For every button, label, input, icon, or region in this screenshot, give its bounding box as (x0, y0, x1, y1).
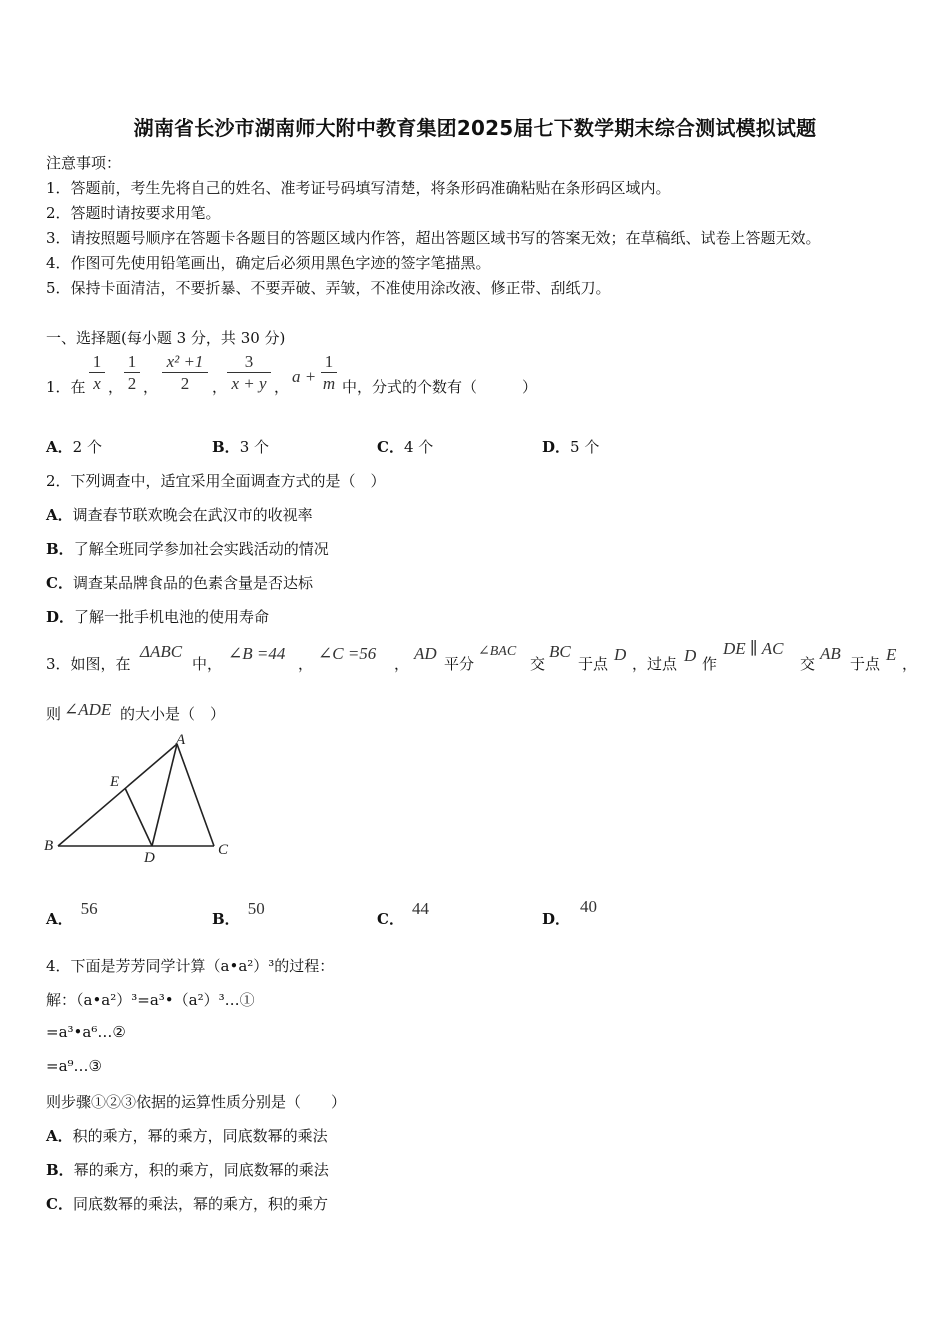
q3-text: 交 (530, 655, 546, 673)
q3-text: 于点 (578, 655, 609, 673)
q3-text: 交 (800, 655, 816, 673)
q1-number: 1．在 (46, 378, 86, 396)
q3-text: 的大小是（ ） (120, 705, 226, 723)
q3-point-d: D (684, 646, 697, 665)
q1-fraction-4: 3 x + y (226, 352, 272, 395)
q1-option-d[interactable]: D．5 个 (542, 438, 600, 456)
q4-solution-step-3: =a⁹…③ (46, 1057, 102, 1075)
side-ba (58, 744, 177, 846)
notice-heading: 注意事项： (46, 154, 122, 172)
q3-number: 3．如图，在 (46, 655, 131, 673)
q4-solution-step-2: =a³•a⁶…② (46, 1023, 126, 1041)
q1-sep: ， (108, 378, 124, 396)
q3-text: 作 (702, 655, 718, 673)
q1-stem-tail: 中，分式的个数有（ ） (342, 378, 538, 396)
notice-item: 2．答题时请按要求用笔。 (46, 204, 221, 222)
notice-item: 4．作图可先使用铅笔画出，确定后必须用黑色字迹的签字笔描黑。 (46, 254, 491, 272)
q3-option-c[interactable]: C．44 (377, 899, 429, 928)
q3-triangle-figure (40, 728, 240, 868)
q2-option-d[interactable]: D．了解一批手机电池的使用寿命 (46, 608, 270, 626)
q1-sep: ， (212, 378, 228, 396)
q4-question: 则步骤①②③依据的运算性质分别是（ ） (46, 1093, 347, 1111)
q1-option-b[interactable]: B．3 个 (212, 438, 269, 456)
q3-segment-ad: AD (414, 644, 437, 663)
label-d: D (144, 850, 155, 866)
label-b: B (44, 838, 54, 854)
q1-option-c[interactable]: C．4 个 (377, 438, 434, 456)
q4-solution-step-1: 解：（a•a²）³=a³•（a²）³…① (46, 991, 255, 1009)
q3-text: ， (394, 655, 410, 673)
segment-ad (152, 744, 177, 846)
label-c: C (218, 842, 229, 858)
q1-fraction-3: x² +1 2 (160, 352, 210, 395)
notice-item: 3．请按照题号顺序在答题卡各题目的答题区域内作答，超出答题区域书写的答案无效；在草稿纸、试卷上答题无效。 (46, 229, 821, 247)
q4-option-b[interactable]: B．幂的乘方，积的乘方，同底数幂的乘法 (46, 1161, 329, 1179)
q3-option-d[interactable]: D．40 (542, 897, 598, 928)
q1-expression-prefix: a + (292, 367, 317, 386)
q3-point-d: D (614, 645, 627, 664)
q2-option-a[interactable]: A．调查春节联欢晚会在武汉市的收视率 (46, 506, 313, 524)
q3-angle-c: ∠C =56 (318, 644, 377, 663)
q2-option-c[interactable]: C．调查某品牌食品的色素含量是否达标 (46, 574, 313, 592)
segment-de (125, 788, 152, 846)
section-heading: 一、选择题(每小题 3 分，共 30 分) (46, 329, 286, 347)
q2-stem: 2．下列调查中，适宜采用全面调查方式的是（ ） (46, 472, 386, 490)
q4-option-c[interactable]: C．同底数幂的乘法，幂的乘方，积的乘方 (46, 1195, 328, 1213)
q3-text: ， (298, 655, 314, 673)
label-a: A (176, 732, 186, 748)
q3-option-b[interactable]: B．50 (212, 899, 265, 928)
label-e: E (110, 774, 120, 790)
q1-sep: ， (143, 378, 159, 396)
q4-stem: 4．下面是芳芳同学计算（a•a²）³的过程： (46, 957, 335, 975)
q1-fraction-5: 1 m (322, 352, 336, 393)
q3-angle-ade: ∠ADE (64, 700, 112, 719)
side-ac (177, 744, 214, 846)
q3-segment-bc: BC (549, 642, 571, 661)
q1-fraction-2: 1 2 (121, 352, 143, 395)
q3-point-e: E (886, 645, 897, 664)
notice-item: 1．答题前，考生先将自己的姓名、准考证号码填写清楚，将条形码准确粘贴在条形码区域内。 (46, 179, 671, 197)
q3-segment-ab: AB (820, 644, 841, 663)
q3-text: ， (902, 655, 918, 673)
q1-fraction-1: 1 x (86, 352, 108, 395)
q1-option-a[interactable]: A．2 个 (46, 438, 102, 456)
q4-option-a[interactable]: A．积的乘方，幂的乘方，同底数幂的乘法 (46, 1127, 328, 1145)
notice-item: 5．保持卡面清洁，不要折暴、不要弄破、弄皱，不准使用涂改液、修正带、刮纸刀。 (46, 279, 611, 297)
q1-sep: ， (274, 378, 290, 396)
q3-text: 则 (46, 705, 62, 723)
q3-triangle: ΔABC (140, 642, 183, 661)
q3-text: 于点 (850, 655, 881, 673)
page-title: 湖南省长沙市湖南师大附中教育集团2025届七下数学期末综合测试模拟试题 (133, 116, 817, 140)
q2-option-b[interactable]: B．了解全班同学参加社会实践活动的情况 (46, 540, 329, 558)
q3-parallel: DE ∥ AC (723, 639, 784, 658)
q3-text: 平分 (444, 655, 475, 673)
q3-option-a[interactable]: A．56 (46, 899, 98, 928)
q3-text: 中， (192, 655, 223, 673)
q3-angle-b: ∠B =44 (228, 644, 286, 663)
q3-angle-bac: ∠BAC (478, 644, 517, 659)
q3-text: ，过点 (632, 655, 678, 673)
